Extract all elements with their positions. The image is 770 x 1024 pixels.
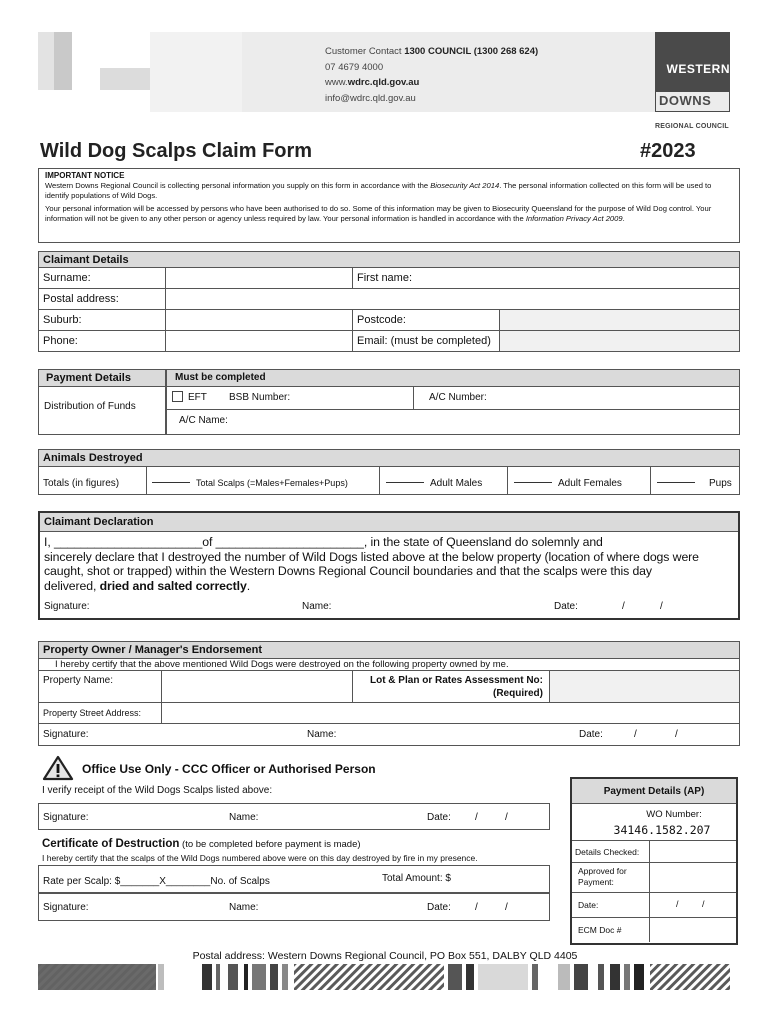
certificate-heading: Certificate of Destruction xyxy=(42,838,180,850)
cert-date-label: Date: xyxy=(427,902,451,913)
notice-p1-text: Western Downs Regional Council is collecting personal information you supply on this form in accordance with the xyxy=(45,181,431,190)
certificate-note: (to be completed before payment is made) xyxy=(179,839,361,850)
claimant-details-heading: Claimant Details xyxy=(39,252,740,268)
details-checked-label: Details Checked: xyxy=(575,847,640,857)
required-label: (Required) xyxy=(493,688,543,699)
totals-label xyxy=(39,467,119,494)
phone-label: Phone: xyxy=(39,331,166,352)
form-number: #2023 xyxy=(640,140,696,162)
certificate-text: I hereby certify that the scalps of the Wild Dogs numbered above were on this day destroyed by fire in my presence. xyxy=(42,853,478,863)
postal-address-field[interactable] xyxy=(166,289,740,310)
property-name-field[interactable] xyxy=(162,671,550,703)
declaration-date-label[interactable]: Date: xyxy=(554,601,578,612)
postcode-field[interactable] xyxy=(353,310,500,331)
ap-date-row[interactable] xyxy=(572,893,736,918)
animals-destroyed xyxy=(38,449,740,495)
first-name-label: First name: xyxy=(357,272,413,284)
property-heading: Property Owner / Manager's Endorsement xyxy=(39,642,740,659)
notice-heading: IMPORTANT NOTICE xyxy=(45,171,125,180)
contact-label: Customer Contact xyxy=(325,46,405,57)
postcode-label: Postcode: xyxy=(357,314,406,326)
declaration-name-label[interactable]: Name: xyxy=(302,601,332,612)
office-signature-label: Signature: xyxy=(43,812,89,823)
rate-label: Rate per Scalp: $_______X________No. of Scalps xyxy=(43,876,270,887)
total-scalps-label: Total Scalps (=Males+Females+Pups) xyxy=(196,478,348,488)
contact-phone2: 07 4679 4000 xyxy=(325,61,384,73)
distribution-of-funds: Distribution of Funds xyxy=(44,401,136,412)
approved-label: Approved for Payment: xyxy=(578,866,627,887)
total-scalps-field[interactable] xyxy=(146,467,379,494)
property-certify-text: I hereby certify that the above mentioned Wild Dogs were destroyed on the following property owned by me. xyxy=(39,659,740,671)
notice-privacy-act: Information Privacy Act 2009 xyxy=(525,214,623,223)
declaration-line-2: sincerely declare that I destroyed the number of Wild Dogs listed above at the below property (location of where dogs were xyxy=(44,549,699,564)
phone-field[interactable] xyxy=(166,331,353,352)
adult-males-field[interactable] xyxy=(379,467,507,494)
eft-option[interactable] xyxy=(172,391,207,403)
web-prefix: www. xyxy=(325,77,348,88)
rate-row[interactable] xyxy=(38,865,550,893)
footer-stripes xyxy=(38,964,730,990)
payment-details-ap xyxy=(570,777,738,945)
adult-males-label: Adult Males xyxy=(430,478,483,489)
header-stripe xyxy=(54,32,72,90)
notice-p1-text-end: . The personal information collected on this form will be used to identify populations of Wild Dogs. xyxy=(45,181,712,200)
suburb-label: Suburb: xyxy=(39,310,166,331)
property-date-label: Date: xyxy=(579,729,603,740)
ecm-row[interactable] xyxy=(572,918,736,942)
surname-label: Surname: xyxy=(39,268,166,289)
postal-address-label: Postal address: xyxy=(39,289,166,310)
declaration-line-4-c: . xyxy=(246,578,251,593)
wo-number-cell[interactable] xyxy=(572,804,736,841)
property-endorsement-table xyxy=(38,641,740,746)
warning-icon xyxy=(42,755,74,781)
wo-number-value: 34146.1582.207 xyxy=(613,823,711,837)
ap-date-label: Date: xyxy=(578,900,599,910)
logo-text-regional: REGIONAL COUNCIL xyxy=(655,123,729,130)
header-stripe xyxy=(38,32,54,90)
date-separator: / xyxy=(475,812,478,823)
certificate-title xyxy=(42,838,361,850)
logo-text-western: WESTERN xyxy=(666,62,730,76)
declaration-line-4 xyxy=(44,579,734,594)
office-use-title: Office Use Only - CCC Officer or Authorised Person xyxy=(82,762,376,776)
lot-plan-label: Lot & Plan or Rates Assessment No: xyxy=(369,675,543,686)
date-separator: / xyxy=(475,902,478,913)
ac-name-label: A/C Name: xyxy=(179,415,228,426)
payment-fields xyxy=(166,369,740,435)
notice-paragraph-2 xyxy=(45,204,733,224)
office-date-label: Date: xyxy=(427,812,451,823)
declaration-line-4-a: delivered, xyxy=(44,578,100,593)
date-separator: / xyxy=(660,601,663,612)
form-title: Wild Dog Scalps Claim Form xyxy=(40,140,313,162)
notice-paragraph-1 xyxy=(45,181,733,201)
ap-heading: Payment Details (AP) xyxy=(572,779,736,804)
date-separator: / xyxy=(676,899,679,909)
declaration-heading: Claimant Declaration xyxy=(40,513,738,532)
street-address-field[interactable] xyxy=(162,703,740,724)
property-signature-label: Signature: xyxy=(43,729,89,740)
animals-heading: Animals Destroyed xyxy=(39,450,739,467)
contact-email: info@wdrc.qld.gov.au xyxy=(325,92,416,104)
notice-p2-text: Your personal information will be accessed by persons who have been authorised to do so. Some of this information may be given to Biosecurity Queensland for the purpose of Wild Dog control. Your information will not be given to any other person or agency unless required by law. Your personal information is handled in accordance with the xyxy=(45,204,712,223)
lot-plan-block xyxy=(370,674,543,700)
office-name-label: Name: xyxy=(229,812,259,823)
first-name-field[interactable] xyxy=(353,268,740,289)
header-stripe xyxy=(100,68,150,90)
wo-number-label: WO Number: xyxy=(646,809,702,820)
notice-act: Biosecurity Act 2014 xyxy=(430,181,500,190)
pups-field[interactable] xyxy=(650,467,739,494)
email-field[interactable] xyxy=(500,331,740,352)
eft-checkbox[interactable] xyxy=(172,391,183,402)
date-separator: / xyxy=(622,601,625,612)
postcode-value-field[interactable] xyxy=(500,310,740,331)
web-domain: wdrc.qld.gov.au xyxy=(347,77,420,88)
divider xyxy=(413,387,414,409)
street-address-label: Property Street Address: xyxy=(39,703,162,724)
details-checked-row[interactable] xyxy=(572,841,736,863)
logo-text-downs: DOWNS xyxy=(655,92,730,112)
date-separator: / xyxy=(505,812,508,823)
contact-block xyxy=(325,44,538,106)
header-band-left xyxy=(150,32,242,112)
claimant-declaration xyxy=(38,511,740,620)
payment-details-heading: Payment Details xyxy=(39,370,165,387)
declaration-line-1[interactable]: I, ______________________of ______________________, in the state of Queensland do solemnly and xyxy=(44,535,603,549)
approved-row[interactable] xyxy=(572,863,736,893)
email-label: Email: (must be completed) xyxy=(353,331,500,352)
important-notice xyxy=(38,168,740,243)
total-amount-label: Total Amount: $ xyxy=(382,873,451,884)
office-signature-row[interactable] xyxy=(38,803,550,830)
cert-signature-row[interactable] xyxy=(38,893,550,921)
postal-address-footer: Postal address: Western Downs Regional Council, PO Box 551, DALBY QLD 4405 xyxy=(192,950,578,962)
dried-salted-text: dried and salted correctly xyxy=(99,578,247,593)
declaration-text xyxy=(40,532,738,593)
adult-females-field[interactable] xyxy=(507,467,650,494)
cert-signature-label: Signature: xyxy=(43,902,89,913)
ecm-label: ECM Doc # xyxy=(578,925,622,935)
payment-details-label xyxy=(38,369,166,435)
suburb-field[interactable] xyxy=(166,310,353,331)
declaration-line-3: caught, shot or trapped) within the Western Downs Regional Council boundaries and that the scalps were this day xyxy=(44,564,652,578)
claimant-details-table xyxy=(38,251,740,352)
eft-label: EFT xyxy=(188,392,207,403)
property-name-sig-label: Name: xyxy=(307,729,337,740)
contact-phone: 1300 COUNCIL (1300 268 624) xyxy=(404,46,539,57)
date-separator: / xyxy=(505,902,508,913)
date-separator: / xyxy=(702,899,705,909)
date-separator: / xyxy=(675,729,678,740)
verify-text: I verify receipt of the Wild Dogs Scalps listed above: xyxy=(42,785,273,796)
lot-plan-field[interactable] xyxy=(550,671,740,703)
bsb-label: BSB Number: xyxy=(229,392,291,403)
adult-females-label: Adult Females xyxy=(558,478,622,489)
bank-row xyxy=(167,387,739,410)
pups-label: Pups xyxy=(709,478,732,489)
declaration-signature-label[interactable]: Signature: xyxy=(44,601,90,612)
totals-text: Totals (in figures) xyxy=(43,478,120,489)
property-signature-row[interactable] xyxy=(39,724,740,746)
cert-name-label: Name: xyxy=(229,902,259,913)
property-name-label: Property Name: xyxy=(39,671,162,703)
surname-field[interactable] xyxy=(166,268,353,289)
animals-totals-row xyxy=(39,467,739,494)
must-be-completed: Must be completed xyxy=(167,370,739,387)
ac-number-label: A/C Number: xyxy=(429,392,487,403)
date-separator: / xyxy=(634,729,637,740)
notice-p2-text-end: . xyxy=(622,214,625,223)
